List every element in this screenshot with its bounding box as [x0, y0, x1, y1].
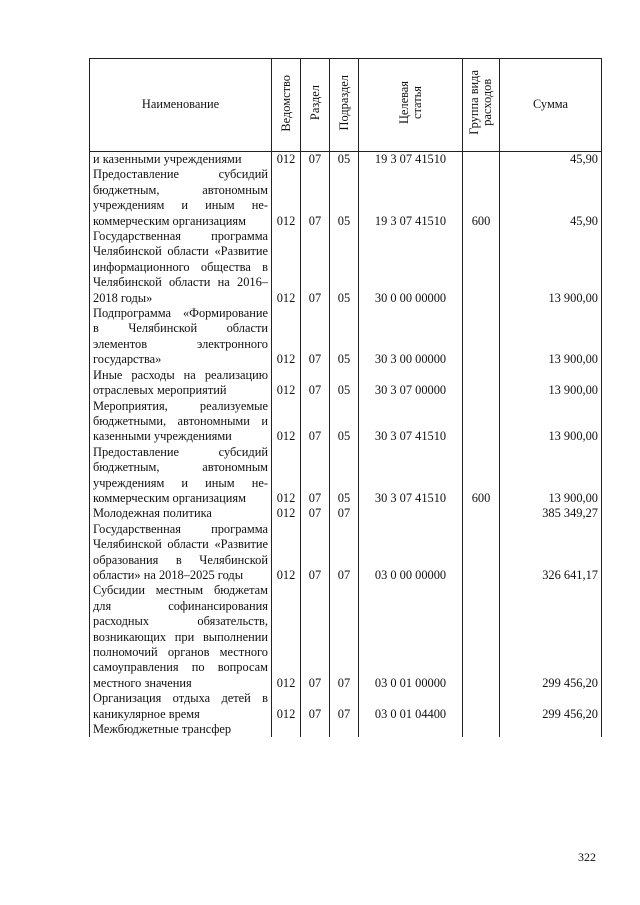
- cell-group: [463, 522, 500, 584]
- table-row: [90, 445, 602, 507]
- cell-section: 07: [301, 152, 330, 168]
- header-subsection-label: Подраздел: [336, 75, 351, 131]
- cell-name: и казенными учреждениями: [90, 152, 272, 168]
- cell-amount: [500, 722, 602, 737]
- cell-department: 012: [272, 522, 301, 584]
- header-section: [301, 59, 330, 152]
- cell-section: 07: [301, 167, 330, 229]
- cell-article: [359, 722, 463, 737]
- header-amount: Сумма: [500, 59, 602, 152]
- header-target-article: [359, 59, 463, 152]
- cell-department: 012: [272, 399, 301, 445]
- header-expense-group-label: Группа вида расходов: [467, 70, 494, 136]
- cell-section: 07: [301, 691, 330, 722]
- cell-department: 012: [272, 306, 301, 368]
- cell-subsection: 05: [330, 152, 359, 168]
- cell-department: 012: [272, 445, 301, 507]
- table-row: [90, 399, 602, 445]
- cell-department: 012: [272, 691, 301, 722]
- cell-section: 07: [301, 229, 330, 306]
- table-row: [90, 691, 602, 722]
- table-row: [90, 368, 602, 399]
- cell-subsection: 05: [330, 229, 359, 306]
- cell-amount: 13 900,00: [500, 445, 602, 507]
- cell-name: Иные расходы на реализацию отраслевых мероприятий: [90, 368, 272, 399]
- cell-section: 07: [301, 583, 330, 691]
- cell-subsection: [330, 722, 359, 737]
- cell-group: [463, 229, 500, 306]
- cell-name: Предоставление субсидий бюджетным, автономным учреждениям и иным некоммерческим организациям: [90, 167, 272, 229]
- table-row: [90, 306, 602, 368]
- cell-article: 30 3 07 41510: [359, 445, 463, 507]
- cell-amount: 385 349,27: [500, 506, 602, 521]
- cell-name: Организация отдыха детей в каникулярное время: [90, 691, 272, 722]
- cell-amount: 299 456,20: [500, 583, 602, 691]
- cell-group: [463, 399, 500, 445]
- cell-name: Подпрограмма «Формирование в Челябинской области элементов электронного государства»: [90, 306, 272, 368]
- cell-article: 19 3 07 41510: [359, 167, 463, 229]
- cell-article: 03 0 01 04400: [359, 691, 463, 722]
- cell-section: 07: [301, 368, 330, 399]
- cell-subsection: 07: [330, 506, 359, 521]
- cell-article: [359, 506, 463, 521]
- cell-section: [301, 722, 330, 737]
- cell-article: 30 0 00 00000: [359, 229, 463, 306]
- cell-department: [272, 722, 301, 737]
- cell-group: [463, 722, 500, 737]
- cell-group: [463, 306, 500, 368]
- cell-group: 600: [463, 167, 500, 229]
- cell-article: 30 3 07 41510: [359, 399, 463, 445]
- cell-name: Мероприятия, реализуемые бюджетными, автономными и казенными учреждениями: [90, 399, 272, 445]
- cell-subsection: 07: [330, 522, 359, 584]
- cell-department: 012: [272, 368, 301, 399]
- cell-amount: 13 900,00: [500, 229, 602, 306]
- cell-amount: 299 456,20: [500, 691, 602, 722]
- cell-amount: 13 900,00: [500, 399, 602, 445]
- cell-name: Молодежная политика: [90, 506, 272, 521]
- cell-group: [463, 368, 500, 399]
- cell-subsection: 05: [330, 399, 359, 445]
- cell-section: 07: [301, 306, 330, 368]
- cell-department: 012: [272, 167, 301, 229]
- table-row: [90, 722, 602, 737]
- cell-article: 03 0 00 00000: [359, 522, 463, 584]
- cell-subsection: 05: [330, 445, 359, 507]
- cell-amount: 45,90: [500, 152, 602, 168]
- table-row: [90, 167, 602, 229]
- cell-department: 012: [272, 506, 301, 521]
- table-body: [90, 152, 602, 738]
- table-row: [90, 506, 602, 521]
- cell-name: Межбюджетные трансфер: [90, 722, 272, 737]
- cell-department: 012: [272, 152, 301, 168]
- cell-subsection: 05: [330, 306, 359, 368]
- table-row: [90, 583, 602, 691]
- page-number: 322: [578, 850, 596, 864]
- table-row: [90, 229, 602, 306]
- cell-section: 07: [301, 445, 330, 507]
- cell-subsection: 07: [330, 691, 359, 722]
- cell-subsection: 07: [330, 583, 359, 691]
- header-target-article-label: Целевая статья: [396, 81, 424, 125]
- cell-section: 07: [301, 522, 330, 584]
- cell-section: 07: [301, 399, 330, 445]
- cell-section: 07: [301, 506, 330, 521]
- cell-article: 03 0 01 00000: [359, 583, 463, 691]
- header-expense-group: [463, 59, 500, 152]
- table-row: [90, 152, 602, 168]
- cell-name: Предоставление субсидий бюджетным, автономным учреждениям и иным некоммерческим организациям: [90, 445, 272, 507]
- cell-amount: 13 900,00: [500, 306, 602, 368]
- table-header-row: [90, 59, 602, 152]
- cell-name: Субсидии местным бюджетам для софинансирования расходных обязательств, возникающих при выполнении полномочий органов местного самоуправления по вопросам местного значения: [90, 583, 272, 691]
- cell-group: [463, 691, 500, 722]
- cell-group: 600: [463, 445, 500, 507]
- cell-group: [463, 583, 500, 691]
- header-name: Наименование: [90, 59, 272, 152]
- cell-subsection: 05: [330, 368, 359, 399]
- cell-department: 012: [272, 583, 301, 691]
- cell-amount: 45,90: [500, 167, 602, 229]
- cell-name: Государственная программа Челябинской области «Развитие информационного общества в Челябинской области на 2016–2018 годы»: [90, 229, 272, 306]
- header-department-label: Ведомство: [278, 74, 293, 132]
- cell-department: 012: [272, 229, 301, 306]
- cell-subsection: 05: [330, 167, 359, 229]
- cell-article: 30 3 00 00000: [359, 306, 463, 368]
- header-department: [272, 59, 301, 152]
- budget-table: [89, 58, 602, 737]
- cell-amount: 13 900,00: [500, 368, 602, 399]
- cell-name: Государственная программа Челябинской области «Развитие образования в Челябинской области» на 2018–2025 годы: [90, 522, 272, 584]
- cell-amount: 326 641,17: [500, 522, 602, 584]
- header-subsection: [330, 59, 359, 152]
- cell-article: 19 3 07 41510: [359, 152, 463, 168]
- cell-group: [463, 152, 500, 168]
- cell-article: 30 3 07 00000: [359, 368, 463, 399]
- table-row: [90, 522, 602, 584]
- cell-group: [463, 506, 500, 521]
- header-section-label: Раздел: [307, 85, 322, 121]
